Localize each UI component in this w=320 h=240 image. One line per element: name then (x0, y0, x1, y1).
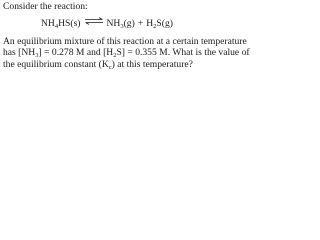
product-h2s: $H_2S(g)$ (146, 18, 173, 30)
reaction-equation (3, 17, 312, 33)
body-line-3: the equilibrium constant $(K_c)$ at this temperature? (3, 58, 193, 71)
equilibrium-arrows-icon (84, 17, 104, 25)
body-line-1: An equilibrium mixture of this reaction at a certain temperature (3, 36, 247, 47)
plus-sign: + (137, 18, 144, 29)
reactant-nh4hs: $NH_4HS(s)$ (41, 18, 81, 30)
problem-intro: Consider the reaction: (3, 1, 88, 12)
body-line-2: has $[NH_3] = 0.278$ M and $[H_2S] = 0.355$ M. What is the value of (3, 47, 250, 60)
problem-body (3, 36, 311, 70)
product-nh3: $NH_3(g)$ (106, 18, 135, 30)
problem-card (0, 0, 314, 88)
